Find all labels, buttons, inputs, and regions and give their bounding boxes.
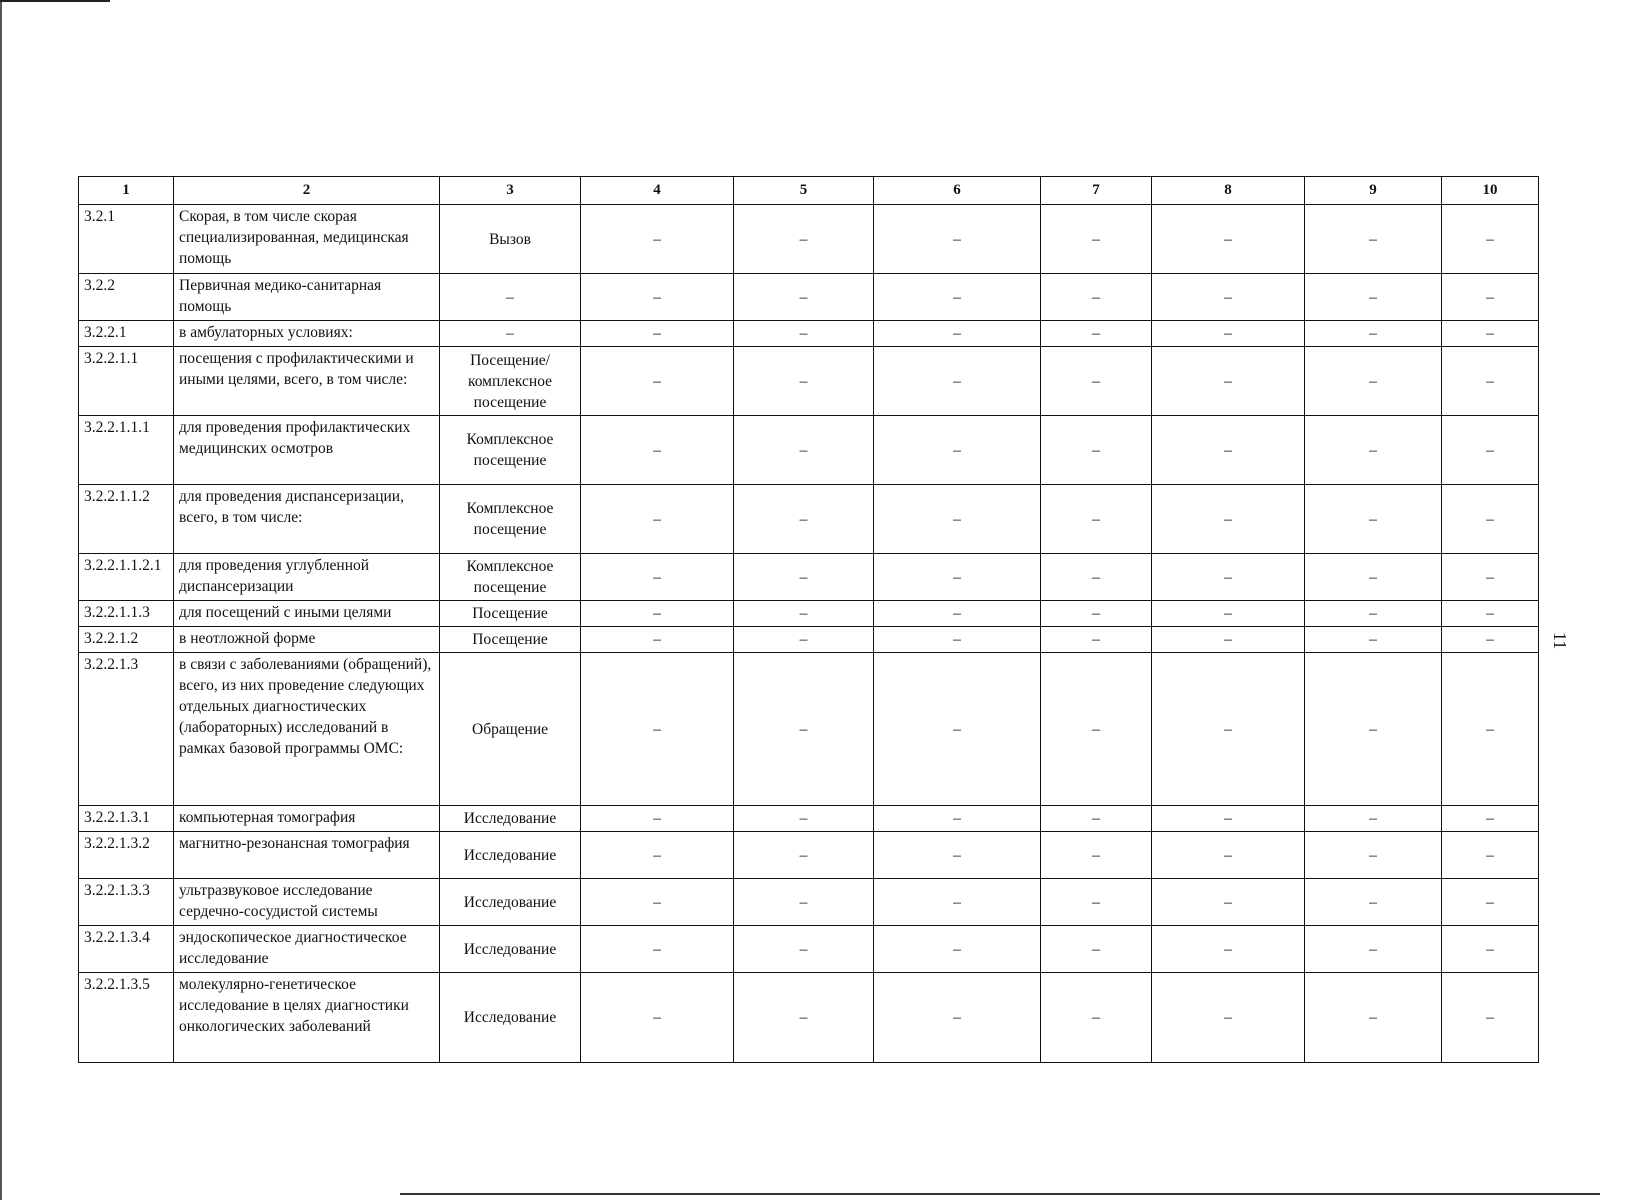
cell-value: – (874, 416, 1041, 485)
row-name: ультразвуковое исследование сердечно-сосудистой системы (174, 879, 440, 926)
cell-value: – (1442, 274, 1539, 321)
cell-value: – (1152, 832, 1305, 879)
cell-value: – (1152, 879, 1305, 926)
cell-value: – (1442, 347, 1539, 416)
row-code: 3.2.2.1.1.3 (79, 601, 174, 627)
row-code: 3.2.2.1.1.2 (79, 485, 174, 554)
cell-value: – (1442, 485, 1539, 554)
cell-value: – (1305, 347, 1442, 416)
scan-edge-line (0, 0, 2, 1200)
cell-value: – (874, 274, 1041, 321)
row-unit: Обращение (440, 653, 581, 806)
cell-value: – (734, 973, 874, 1063)
row-name: в амбулаторных условиях: (174, 321, 440, 347)
data-table (78, 176, 1539, 1063)
table-row (79, 926, 1539, 973)
cell-value: – (1152, 627, 1305, 653)
row-name: молекулярно-генетическое исследование в целях диагностики онкологических заболеваний (174, 973, 440, 1063)
column-header: 3 (440, 177, 581, 205)
cell-value: – (581, 347, 734, 416)
row-name: для проведения профилактических медицинских осмотров (174, 416, 440, 485)
cell-value: – (1305, 416, 1442, 485)
row-code: 3.2.2.1.2 (79, 627, 174, 653)
cell-value: – (1041, 627, 1152, 653)
cell-value: – (1442, 973, 1539, 1063)
row-unit: Исследование (440, 926, 581, 973)
cell-value: – (1305, 879, 1442, 926)
cell-value: – (874, 627, 1041, 653)
row-name: для посещений с иными целями (174, 601, 440, 627)
row-unit: – (440, 321, 581, 347)
cell-value: – (1442, 879, 1539, 926)
cell-value: – (1152, 205, 1305, 274)
table-row (79, 973, 1539, 1063)
cell-value: – (1152, 321, 1305, 347)
cell-value: – (581, 554, 734, 601)
row-unit: Исследование (440, 806, 581, 832)
cell-value: – (1041, 321, 1152, 347)
row-name: компьютерная томография (174, 806, 440, 832)
table-row (79, 653, 1539, 806)
cell-value: – (581, 485, 734, 554)
cell-value: – (581, 274, 734, 321)
cell-value: – (1305, 274, 1442, 321)
cell-value: – (734, 653, 874, 806)
cell-value: – (1442, 321, 1539, 347)
cell-value: – (734, 274, 874, 321)
row-unit: Комплексное посещение (440, 416, 581, 485)
cell-value: – (874, 205, 1041, 274)
cell-value: – (1442, 554, 1539, 601)
row-name: в связи с заболеваниями (обращений), всего, из них проведение следующих отдельных диагностических (лабораторных) исследований в рамках базовой программы ОМС: (174, 653, 440, 806)
cell-value: – (874, 879, 1041, 926)
cell-value: – (1305, 601, 1442, 627)
cell-value: – (734, 879, 874, 926)
cell-value: – (734, 627, 874, 653)
row-code: 3.2.2.1.1 (79, 347, 174, 416)
cell-value: – (1152, 653, 1305, 806)
row-unit: Исследование (440, 832, 581, 879)
row-code: 3.2.2.1 (79, 321, 174, 347)
cell-value: – (1152, 347, 1305, 416)
column-header: 8 (1152, 177, 1305, 205)
cell-value: – (1305, 806, 1442, 832)
cell-value: – (1152, 416, 1305, 485)
cell-value: – (734, 485, 874, 554)
cell-value: – (874, 806, 1041, 832)
cell-value: – (1305, 627, 1442, 653)
row-name: магнитно-резонансная томография (174, 832, 440, 879)
cell-value: – (874, 832, 1041, 879)
cell-value: – (734, 832, 874, 879)
cell-value: – (1152, 554, 1305, 601)
column-header: 10 (1442, 177, 1539, 205)
row-code: 3.2.2.1.1.2.1 (79, 554, 174, 601)
table-row (79, 601, 1539, 627)
row-name: эндоскопическое диагностическое исследование (174, 926, 440, 973)
cell-value: – (1305, 485, 1442, 554)
cell-value: – (581, 806, 734, 832)
row-code: 3.2.2 (79, 274, 174, 321)
cell-value: – (581, 832, 734, 879)
cell-value: – (734, 926, 874, 973)
row-code: 3.2.2.1.3.1 (79, 806, 174, 832)
row-code: 3.2.2.1.3 (79, 653, 174, 806)
page-number: 11 (1550, 632, 1570, 650)
row-code: 3.2.2.1.3.2 (79, 832, 174, 879)
row-unit: Вызов (440, 205, 581, 274)
row-unit: Посещение/ комплексное посещение (440, 347, 581, 416)
cell-value: – (581, 926, 734, 973)
cell-value: – (1041, 832, 1152, 879)
cell-value: – (1152, 274, 1305, 321)
cell-value: – (1442, 653, 1539, 806)
cell-value: – (1305, 321, 1442, 347)
header-row (79, 177, 1539, 205)
column-header: 9 (1305, 177, 1442, 205)
row-unit: Посещение (440, 627, 581, 653)
cell-value: – (874, 973, 1041, 1063)
cell-value: – (874, 347, 1041, 416)
row-name: Скорая, в том числе скорая специализированная, медицинская помощь (174, 205, 440, 274)
cell-value: – (1442, 806, 1539, 832)
cell-value: – (1305, 205, 1442, 274)
cell-value: – (1041, 347, 1152, 416)
row-code: 3.2.2.1.1.1 (79, 416, 174, 485)
cell-value: – (581, 973, 734, 1063)
cell-value: – (581, 205, 734, 274)
row-name: в неотложной форме (174, 627, 440, 653)
cell-value: – (734, 321, 874, 347)
table-row (79, 627, 1539, 653)
row-unit: Посещение (440, 601, 581, 627)
table-row (79, 347, 1539, 416)
row-code: 3.2.2.1.3.3 (79, 879, 174, 926)
cell-value: – (734, 416, 874, 485)
cell-value: – (1442, 926, 1539, 973)
table-row (79, 485, 1539, 554)
row-name: для проведения углубленной диспансеризации (174, 554, 440, 601)
row-unit: Исследование (440, 973, 581, 1063)
row-unit: Комплексное посещение (440, 554, 581, 601)
cell-value: – (581, 627, 734, 653)
scan-rule-top (0, 0, 110, 2)
table-row (79, 879, 1539, 926)
cell-value: – (1041, 205, 1152, 274)
cell-value: – (1041, 653, 1152, 806)
cell-value: – (1152, 601, 1305, 627)
cell-value: – (874, 554, 1041, 601)
cell-value: – (1442, 416, 1539, 485)
cell-value: – (1041, 554, 1152, 601)
row-name: Первичная медико-санитарная помощь (174, 274, 440, 321)
cell-value: – (1305, 973, 1442, 1063)
table-row (79, 416, 1539, 485)
cell-value: – (1305, 653, 1442, 806)
cell-value: – (1041, 973, 1152, 1063)
table-row (79, 205, 1539, 274)
cell-value: – (1041, 274, 1152, 321)
cell-value: – (1041, 806, 1152, 832)
cell-value: – (1041, 926, 1152, 973)
cell-value: – (581, 879, 734, 926)
cell-value: – (1152, 806, 1305, 832)
table-row (79, 274, 1539, 321)
column-header: 1 (79, 177, 174, 205)
cell-value: – (581, 321, 734, 347)
cell-value: – (734, 205, 874, 274)
cell-value: – (874, 653, 1041, 806)
row-unit: Исследование (440, 879, 581, 926)
table-row (79, 554, 1539, 601)
cell-value: – (1041, 879, 1152, 926)
cell-value: – (1152, 926, 1305, 973)
row-code: 3.2.2.1.3.5 (79, 973, 174, 1063)
scan-rule-bottom (400, 1193, 1600, 1195)
cell-value: – (1305, 926, 1442, 973)
cell-value: – (874, 601, 1041, 627)
cell-value: – (1152, 973, 1305, 1063)
cell-value: – (874, 926, 1041, 973)
cell-value: – (1442, 832, 1539, 879)
column-header: 4 (581, 177, 734, 205)
cell-value: – (581, 653, 734, 806)
cell-value: – (1041, 416, 1152, 485)
table-row (79, 806, 1539, 832)
cell-value: – (1041, 485, 1152, 554)
cell-value: – (734, 347, 874, 416)
cell-value: – (874, 485, 1041, 554)
cell-value: – (1442, 205, 1539, 274)
cell-value: – (581, 601, 734, 627)
row-name: для проведения диспансеризации, всего, в том числе: (174, 485, 440, 554)
row-code: 3.2.2.1.3.4 (79, 926, 174, 973)
cell-value: – (1442, 627, 1539, 653)
row-unit: – (440, 274, 581, 321)
cell-value: – (734, 601, 874, 627)
column-header: 6 (874, 177, 1041, 205)
row-name: посещения с профилактическими и иными целями, всего, в том числе: (174, 347, 440, 416)
column-header: 2 (174, 177, 440, 205)
row-unit: Комплексное посещение (440, 485, 581, 554)
cell-value: – (1305, 554, 1442, 601)
column-header: 7 (1041, 177, 1152, 205)
cell-value: – (734, 806, 874, 832)
table-row (79, 321, 1539, 347)
cell-value: – (1152, 485, 1305, 554)
cell-value: – (734, 554, 874, 601)
column-header: 5 (734, 177, 874, 205)
cell-value: – (1305, 832, 1442, 879)
row-code: 3.2.1 (79, 205, 174, 274)
cell-value: – (581, 416, 734, 485)
cell-value: – (1442, 601, 1539, 627)
table-row (79, 832, 1539, 879)
cell-value: – (1041, 601, 1152, 627)
cell-value: – (874, 321, 1041, 347)
